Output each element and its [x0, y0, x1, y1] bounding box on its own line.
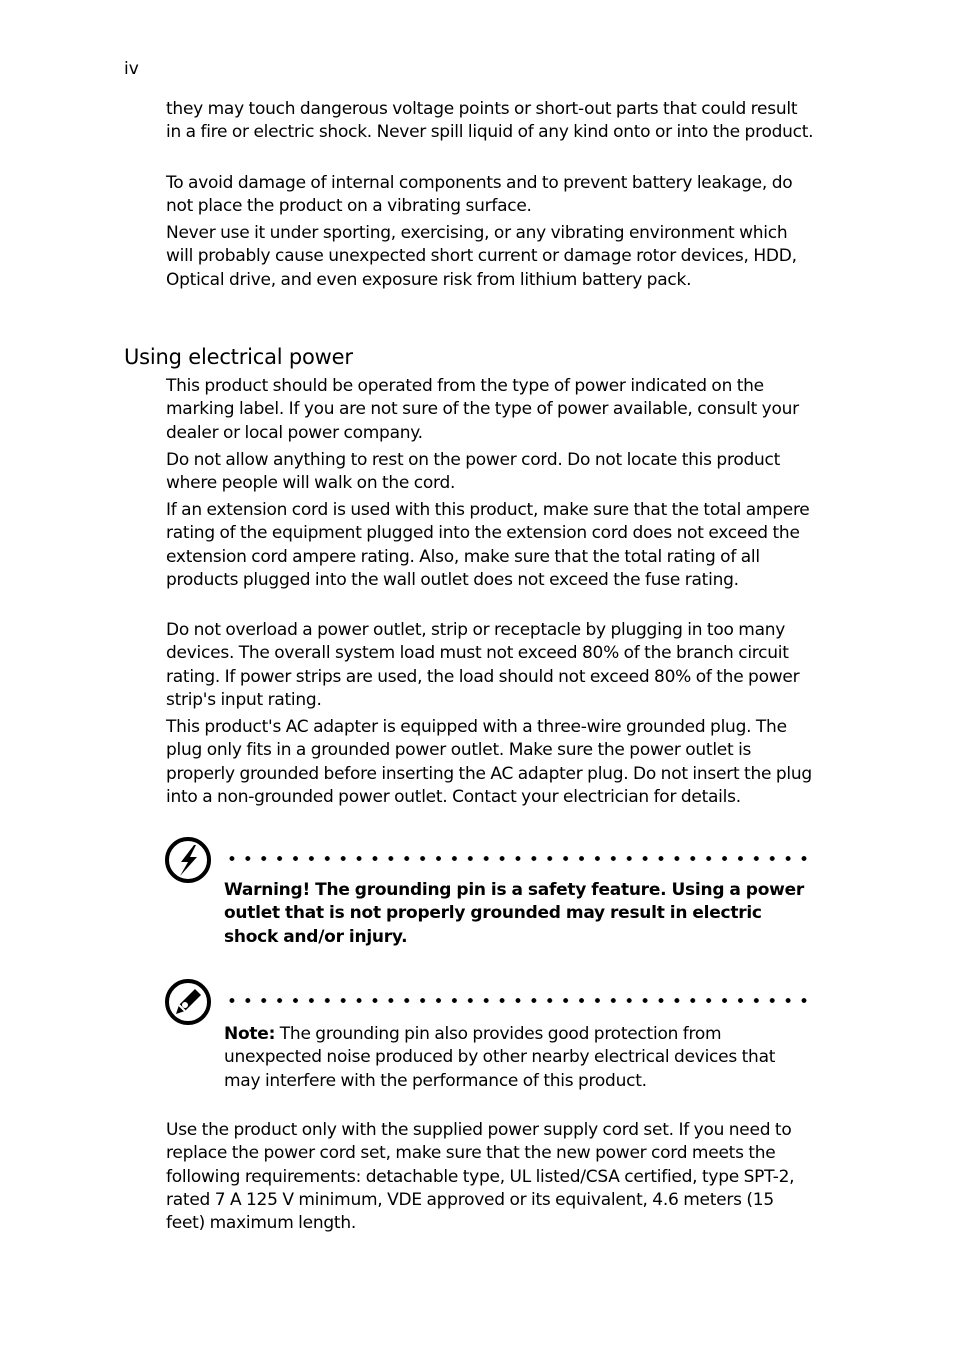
section-paragraph-2: Do not allow anything to rest on the power cord. Do not locate this product where people will walk on the cord.: [166, 450, 781, 494]
note-body: The grounding pin also provides good protection from unexpected noise produced by other nearby electrical devices that may interfere with the performance of this product.: [224, 1024, 776, 1091]
section-paragraph-5: This product's AC adapter is equipped with a three-wire grounded plug. The plug only fits in a grounded power outlet. Make sure the power outlet is properly grounded before inserting the AC adapter plug. Do not insert the plug into a non-grounded power outlet. Contact your electrician for details.: [166, 717, 812, 807]
section-paragraph-4: Do not overload a power outlet, strip or receptacle by plugging in too many devices. The overall system load must not exceed 80% of the branch circuit rating. If power strips are used, the load should not exceed 80% of the power strip's input rating.: [166, 620, 800, 710]
closing-paragraph: Use the product only with the supplied power supply cord set. If you need to replace the power cord set, make sure that the new power cord meets the following requirements: detachable type, UL listed/CSA certified, type SPT-2, rated 7 A 125 V minimum, VDE approved or its equivalent, 4.6 meters (15 feet) maximum length.: [166, 1120, 795, 1234]
note-text: [224, 1023, 814, 1093]
section-heading: Using electrical power: [124, 345, 353, 369]
intro-paragraph-1: they may touch dangerous voltage points or short-out parts that could result in a fire or electric shock. Never spill liquid of any kind onto or into the product.: [166, 99, 814, 143]
intro-paragraph-3: Never use it under sporting, exercising, or any vibrating environment which will probably cause unexpected short current or damage rotor devices, HDD, Optical drive, and even exposure risk from lithium battery pack.: [166, 223, 797, 290]
note-label: Note:: [224, 1024, 276, 1044]
warning-divider: [224, 856, 810, 861]
note-pen-icon: [164, 978, 212, 1026]
warning-text: Warning! The grounding pin is a safety feature. Using a power outlet that is not properly grounded may result in electric shock and/or injury.: [224, 880, 805, 947]
note-divider: [224, 998, 810, 1003]
intro-paragraph-2: To avoid damage of internal components and to prevent battery leakage, do not place the product on a vibrating surface.: [166, 173, 793, 217]
warning-lightning-icon: [164, 836, 212, 884]
page-number: iv: [124, 59, 139, 79]
section-paragraph-3: If an extension cord is used with this product, make sure that the total ampere rating of the equipment plugged into the extension cord does not exceed the extension cord ampere rating. Also, make sure that the total rating of all products plugged into the wall outlet does not exceed the fuse rating.: [166, 500, 810, 590]
section-paragraph-1: This product should be operated from the type of power indicated on the marking label. If you are not sure of the type of power available, consult your dealer or local power company.: [166, 376, 799, 443]
